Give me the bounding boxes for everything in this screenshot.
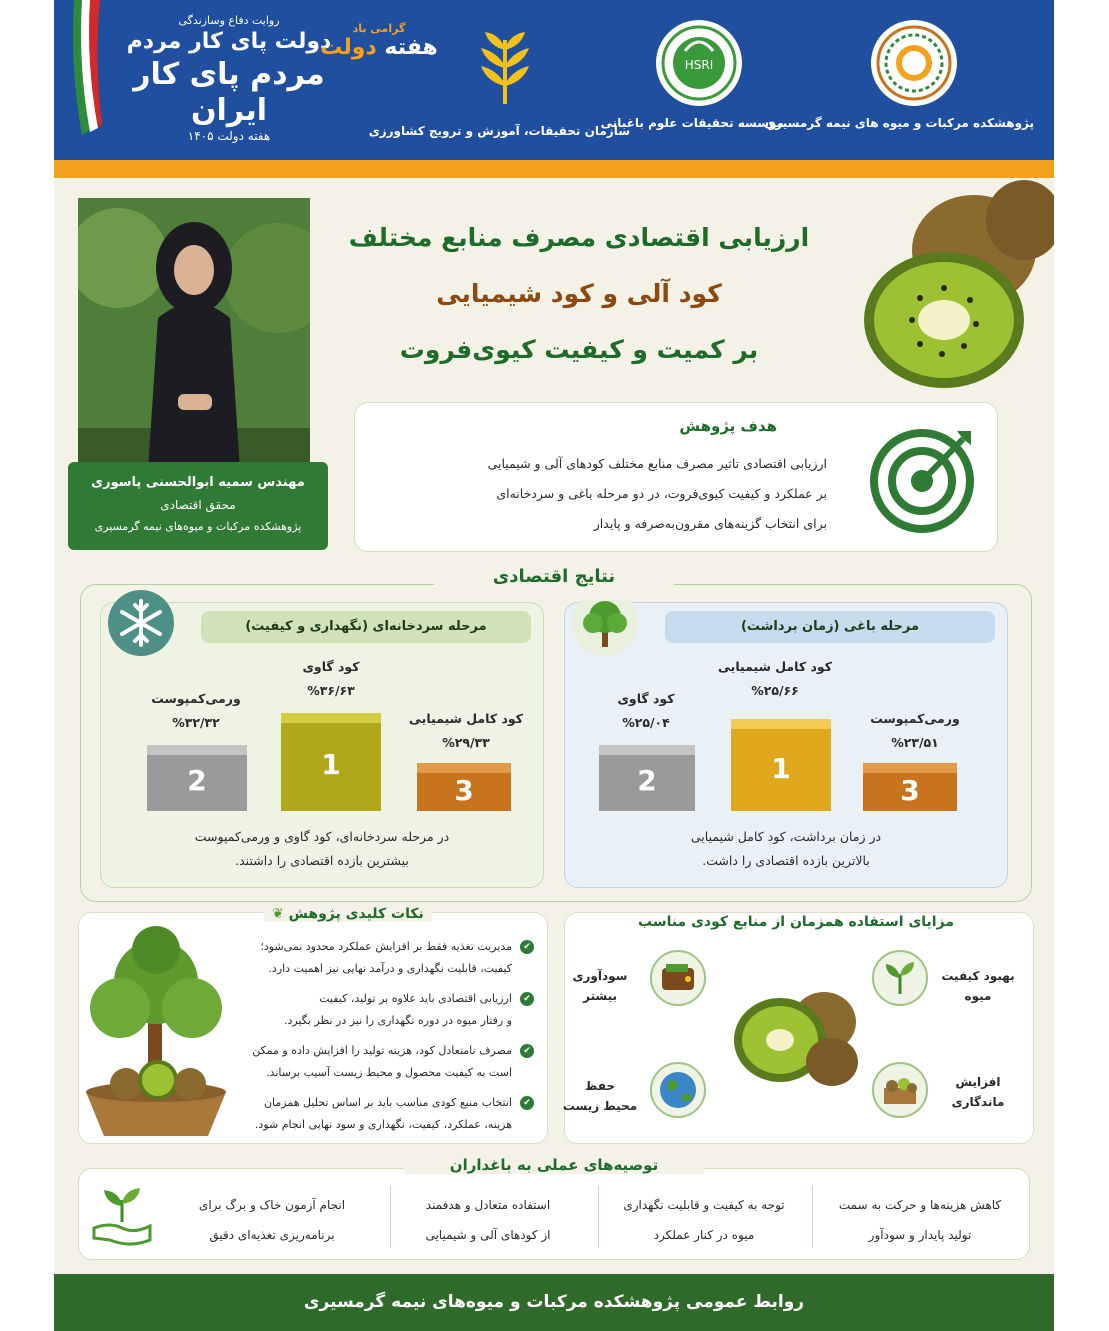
orchard-rank-2: 2 [637, 764, 657, 797]
key-point-4-line-1: انتخاب منبع کودی مناسب باید بر اساس تحلیل همزمان [263, 1096, 512, 1109]
globe-icon [650, 1062, 706, 1118]
orchard-second-label [591, 687, 701, 735]
slogan-line-2: دولت پای کار مردم [126, 29, 332, 54]
recommendation-2-line-2: میوه در کنار عملکرد [653, 1228, 755, 1242]
benefit-quality-line-1: بهبود کیفیت [941, 969, 1015, 983]
researcher-card [68, 462, 328, 550]
benefits-title: مزایای استفاده همزمان از منابع کودی مناسب [638, 914, 954, 930]
recommendation-3-line-2: از کودهای آلی و شیمیایی [425, 1228, 551, 1242]
target-icon [867, 423, 977, 533]
storage-second-value: %۳۲/۳۲ [172, 715, 220, 730]
goal-line-3: برای انتخاب گزینه‌های مقرون‌به‌صرفه و پایدار [593, 516, 827, 531]
key-point-item [204, 988, 534, 1032]
orchard-note [565, 825, 1007, 873]
areeo-caption: سازمان تحقیقات، آموزش و ترویج کشاورزی [368, 124, 630, 138]
sprout-icon: ❦ [272, 906, 284, 922]
key-point-3-line-1: مصرف نامتعادل کود، هزینه تولید را افزایش داده و ممکن [252, 1044, 512, 1057]
storage-second-name: ورمی‌کمپوست [151, 691, 241, 706]
storage-note-line-1: در مرحله سردخانه‌ای، کود گاوی و ورمی‌کمپوست [194, 829, 450, 844]
key-points-title-text: نکات کلیدی پژوهش [288, 906, 424, 922]
checkmark-icon: ✔ [520, 992, 534, 1006]
orchard-stage-panel [564, 602, 1008, 888]
orchard-third-value: %۲۳/۵۱ [891, 735, 939, 750]
snowflake-icon [107, 589, 175, 657]
researcher-org: پژوهشکده مرکبات و میوه‌های نیمه گرمسیری [94, 520, 302, 533]
citrus-institute-logo [871, 20, 957, 106]
orchard-third-name: ورمی‌کمپوست [870, 711, 960, 726]
benefit-shelf-life [938, 1072, 1018, 1112]
storage-podium-third [417, 763, 511, 811]
orchard-podium-third [863, 763, 957, 811]
kiwi-fruit-icon [824, 180, 1054, 395]
hsri-emblem-icon [661, 25, 737, 101]
storage-third-value: %۲۹/۳۳ [442, 735, 490, 750]
orchard-first-value: %۲۵/۶۶ [751, 683, 799, 698]
key-point-item [204, 936, 534, 980]
recommendation-item [182, 1190, 362, 1250]
orchard-third-label [855, 707, 975, 755]
benefit-quality [938, 966, 1018, 1006]
kiwi-tree-basket-icon [76, 926, 236, 1140]
recommendation-divider [390, 1186, 391, 1248]
storage-rank-2: 2 [187, 764, 207, 797]
benefit-profit [560, 966, 640, 1006]
storage-second-label [141, 687, 251, 735]
recommendation-item [830, 1190, 1010, 1250]
storage-rank-3: 3 [454, 774, 474, 807]
recommendation-2-line-1: توجه به کیفیت و قابلیت نگهداری [623, 1198, 785, 1212]
header-accent-bar [54, 160, 1054, 178]
hsri-caption: موسسه تحقیقات علوم باغبانی [600, 116, 784, 130]
orchard-second-name: کود گاوی [617, 691, 675, 706]
checkmark-icon: ✔ [520, 1044, 534, 1058]
recommendation-divider [812, 1186, 813, 1248]
key-point-1-line-2: کیفیت، قابلیت نگهداری و درآمد نهایی نیز اهمیت دارد. [268, 962, 512, 975]
slogan-line-4: هفته دولت ۱۴۰۵ [187, 129, 271, 143]
orchard-first-label [705, 655, 845, 703]
benefit-profit-line-1: سودآوری [572, 969, 628, 983]
main-title [334, 210, 824, 378]
benefit-environment-line-2: محیط زیست [562, 1099, 638, 1113]
key-point-2-line-1: ارزیابی اقتصادی باید علاوه بر تولید، کیفیت [319, 992, 512, 1005]
benefit-shelf-life-line-1: افزایش [955, 1075, 1001, 1089]
benefit-shelf-life-line-2: ماندگاری [951, 1095, 1005, 1109]
wheat-logo-icon [475, 20, 535, 106]
citrus-institute-logo-block [764, 20, 1034, 130]
researcher-role: محقق اقتصادی [160, 498, 236, 512]
key-point-item [204, 1092, 534, 1136]
orchard-rank-3: 3 [900, 774, 920, 807]
recommendation-1-line-2: تولید پایدار و سودآور [868, 1228, 972, 1242]
recommendations-title: توصیه‌های عملی به باغداران [404, 1156, 704, 1174]
research-goal-box [354, 402, 998, 552]
orchard-note-line-1: در زمان برداشت، کود کامل شیمیایی [690, 829, 882, 844]
govweek-top: گرامی باد [352, 22, 406, 35]
slogan-line-3: مردم پای کار ایران [133, 57, 325, 128]
recommendation-1-line-1: کاهش هزینه‌ها و حرکت به سمت [838, 1198, 1002, 1212]
storage-first-name: کود گاوی [302, 659, 360, 674]
key-point-4-line-2: هزینه، عملکرد، کیفیت، نگهداری و سود نهایی انجام شود. [254, 1118, 512, 1131]
storage-note-line-2: بیشترین بازده اقتصادی را داشتند. [235, 853, 409, 868]
header-bar [54, 0, 1054, 160]
title-line-3: بر کمیت و کیفیت کیوی‌فروت [399, 335, 759, 364]
recommendation-3-line-1: استفاده متعادل و هدفمند [425, 1198, 551, 1212]
citrus-emblem-icon [876, 25, 952, 101]
goal-title: هدف پژوهش [679, 417, 777, 435]
researcher-name: مهندس سمیه ابوالحسنی پاسوری [91, 475, 305, 490]
footer-bar: روابط عمومی پژوهشکده مرکبات و میوه‌های نیمه گرمسیری [54, 1274, 1054, 1331]
govweek-highlight-word: دولت [320, 35, 377, 60]
key-point-3-line-2: است به کیفیت محصول و محیط زیست آسیب برساند. [266, 1066, 512, 1079]
svg-text:HSRI: HSRI [684, 58, 714, 72]
goal-line-1: ارزیابی اقتصادی تاثیر مصرف منابع مختلف کودهای آلی و شیمیایی [487, 456, 827, 471]
economic-results-heading: نتایج اقتصادی [434, 566, 674, 600]
key-point-1-line-1: مدیریت تغذیه فقط بر افزایش عملکرد محدود نمی‌شود؛ [260, 940, 512, 953]
benefit-profit-line-2: بیشتر [583, 989, 617, 1003]
kiwi-cluster-icon [726, 980, 866, 1090]
storage-podium-second [147, 745, 247, 811]
orchard-second-value: %۲۵/۰۴ [622, 715, 670, 730]
hand-plant-icon [90, 1182, 154, 1248]
title-line-2: کود آلی و کود شیمیایی [436, 279, 722, 308]
benefit-environment [560, 1076, 640, 1116]
citrus-institute-caption: پژوهشکده مرکبات و میوه های نیمه گرمسیری [764, 116, 1034, 130]
recommendation-4-line-2: برنامه‌ریزی تغذیه‌ای دقیق [209, 1228, 335, 1242]
storage-note [101, 825, 543, 873]
slogan-line-1: روایت دفاع وسازندگی [178, 14, 280, 27]
goal-text [377, 449, 827, 539]
orchard-podium-first [731, 719, 831, 811]
orchard-first-name: کود کامل شیمیایی [718, 659, 832, 674]
infographic-page [54, 0, 1054, 1331]
researcher-photo [78, 198, 310, 470]
checkmark-icon: ✔ [520, 1096, 534, 1110]
recommendation-item [614, 1190, 794, 1250]
storage-podium-first [281, 713, 381, 811]
storage-stage-title: مرحله سردخانه‌ای (نگهداری و کیفیت) [201, 611, 531, 643]
title-line-1: ارزیابی اقتصادی مصرف منابع مختلف [348, 223, 810, 252]
benefit-quality-line-2: میوه [964, 989, 992, 1003]
goal-line-2: بر عملکرد و کیفیت کیوی‌فروت، در دو مرحله باغی و سردخانه‌ای [496, 486, 827, 501]
hsri-logo-block [600, 20, 784, 130]
orchard-note-line-2: بالاترین بازده اقتصادی را داشت. [702, 853, 870, 868]
benefit-environment-line-1: حفظ [584, 1079, 616, 1093]
govweek-main-word: هفته [384, 35, 438, 60]
kiwi-box-icon [872, 1062, 928, 1118]
orchard-rank-1: 1 [771, 752, 791, 785]
key-points-title [264, 906, 432, 922]
storage-first-label [281, 655, 381, 703]
wallet-icon [650, 950, 706, 1006]
storage-stage-panel [100, 602, 544, 888]
sprout-icon [872, 950, 928, 1006]
recommendation-4-line-1: انجام آزمون خاک و برگ برای [198, 1198, 346, 1212]
storage-third-label [401, 707, 531, 755]
storage-rank-1: 1 [321, 748, 341, 781]
key-point-item [204, 1040, 534, 1084]
researcher-portrait-icon [78, 198, 310, 470]
flag-ribbon-icon [68, 0, 102, 135]
hsri-logo [656, 20, 742, 106]
recommendation-divider [598, 1186, 599, 1248]
key-point-2-line-2: و رفتار میوه در دوره نگهداری را نیز در نظر بگیرد. [283, 1014, 512, 1027]
storage-first-value: %۳۶/۶۳ [307, 683, 355, 698]
orchard-stage-title: مرحله باغی (زمان برداشت) [665, 611, 995, 643]
storage-third-name: کود کامل شیمیایی [409, 711, 523, 726]
recommendation-item [398, 1190, 578, 1250]
checkmark-icon: ✔ [520, 940, 534, 954]
orchard-podium-second [599, 745, 695, 811]
